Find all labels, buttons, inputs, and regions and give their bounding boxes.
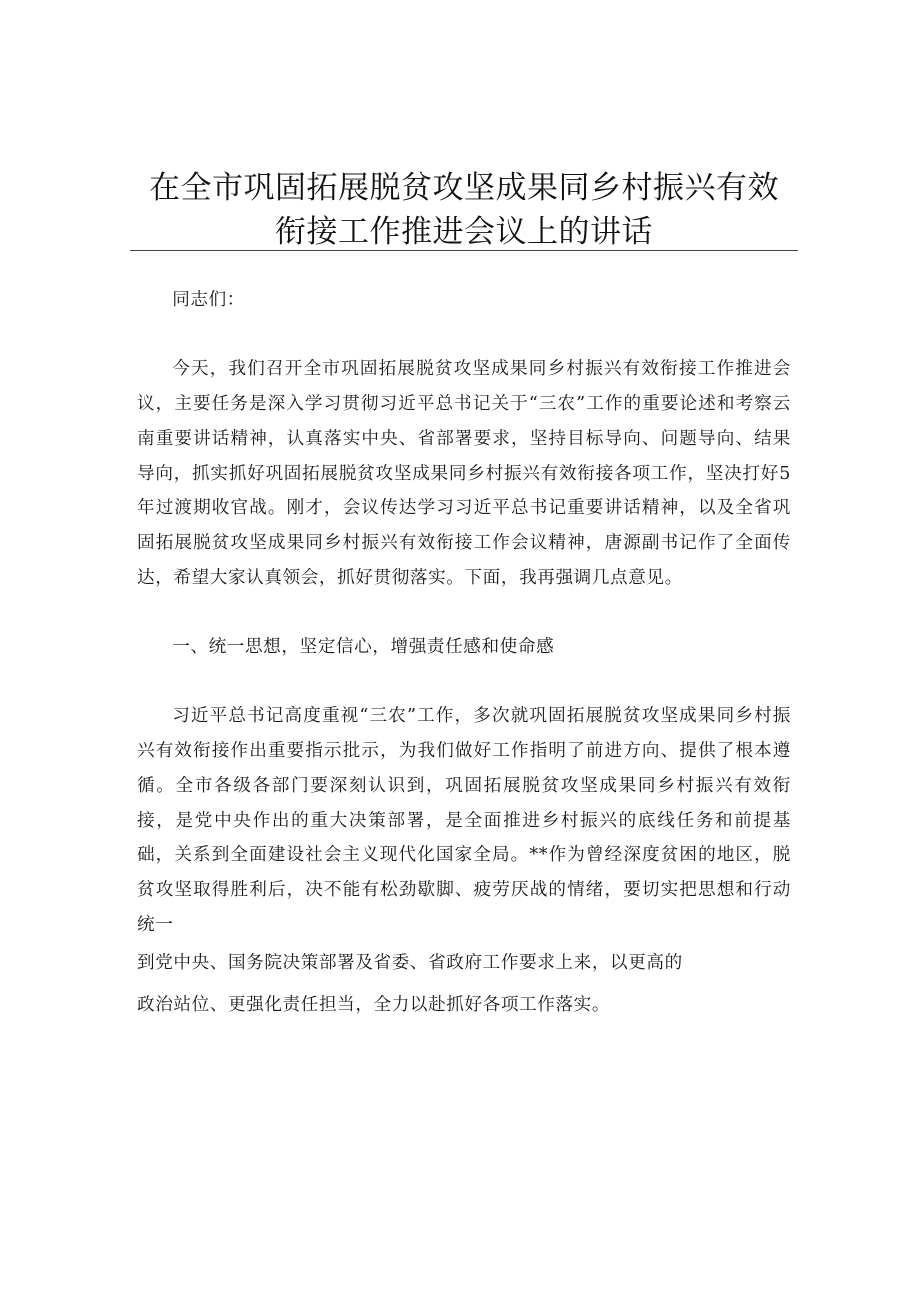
section-heading-1: 一、统一思想，坚定信心，增强责任感和使命感 [172, 637, 555, 657]
paragraph-2-continuation-2: 政治站位、更强化责任担当，全力以赴抓好各项工作落实。 [137, 995, 611, 1016]
document-title [130, 166, 798, 254]
paragraph-2: 习近平总书记高度重视“三农”工作，多次就巩固拓展脱贫攻坚成果同乡村振兴有效衔接作出重要指示批示，为我们做好工作指明了前进方向、提供了根本遵循。全市各级各部门要深刻认识到，巩固拓展脱贫攻坚成果同乡村振兴有效衔接，是党中央作出的重大决策部署，是全面推进乡村振兴的底线任务和前提基础，关系到全面建设社会主义现代化国家全局。**作为曾经深度贫困的地区，脱贫攻坚取得胜利后，决不能有松劲歇脚、疲劳厌战的情绪，要切实把思想和行动统一 [137, 706, 791, 935]
greeting: 同志们： [172, 290, 245, 310]
paragraph-2-continuation-1: 到党中央、国务院决策部署及省委、省政府工作要求上来，以更高的 [137, 953, 683, 974]
title-line-2: 衔接工作推进会议上的讲话 [275, 214, 653, 250]
document-body [137, 283, 791, 1026]
title-underline [130, 250, 798, 251]
paragraph-1: 今天，我们召开全市巩固拓展脱贫攻坚成果同乡村振兴有效衔接工作推进会议，主要任务是深入学习贯彻习近平总书记关于“三农”工作的重要论述和考察云南重要讲话精神，认真落实中央、省部署要求，坚持目标导向、问题导向、结果导向，抓实抓好巩固拓展脱贫攻坚成果同乡村振兴有效衔接各项工作，坚决打好5年过渡期收官战。刚才，会议传达学习习近平总书记重要讲话精神，以及全省巩固拓展脱贫攻坚成果同乡村振兴有效衔接工作会议精神，唐源副书记作了全面传达，希望大家认真领会，抓好贯彻落实。下面，我再强调几点意见。 [137, 359, 791, 588]
paragraph-gap [137, 595, 791, 630]
paragraph-gap [137, 318, 791, 353]
paragraph-gap [137, 665, 791, 700]
title-line-1: 在全市巩固拓展脱贫攻坚成果同乡村振兴有效 [149, 170, 779, 206]
